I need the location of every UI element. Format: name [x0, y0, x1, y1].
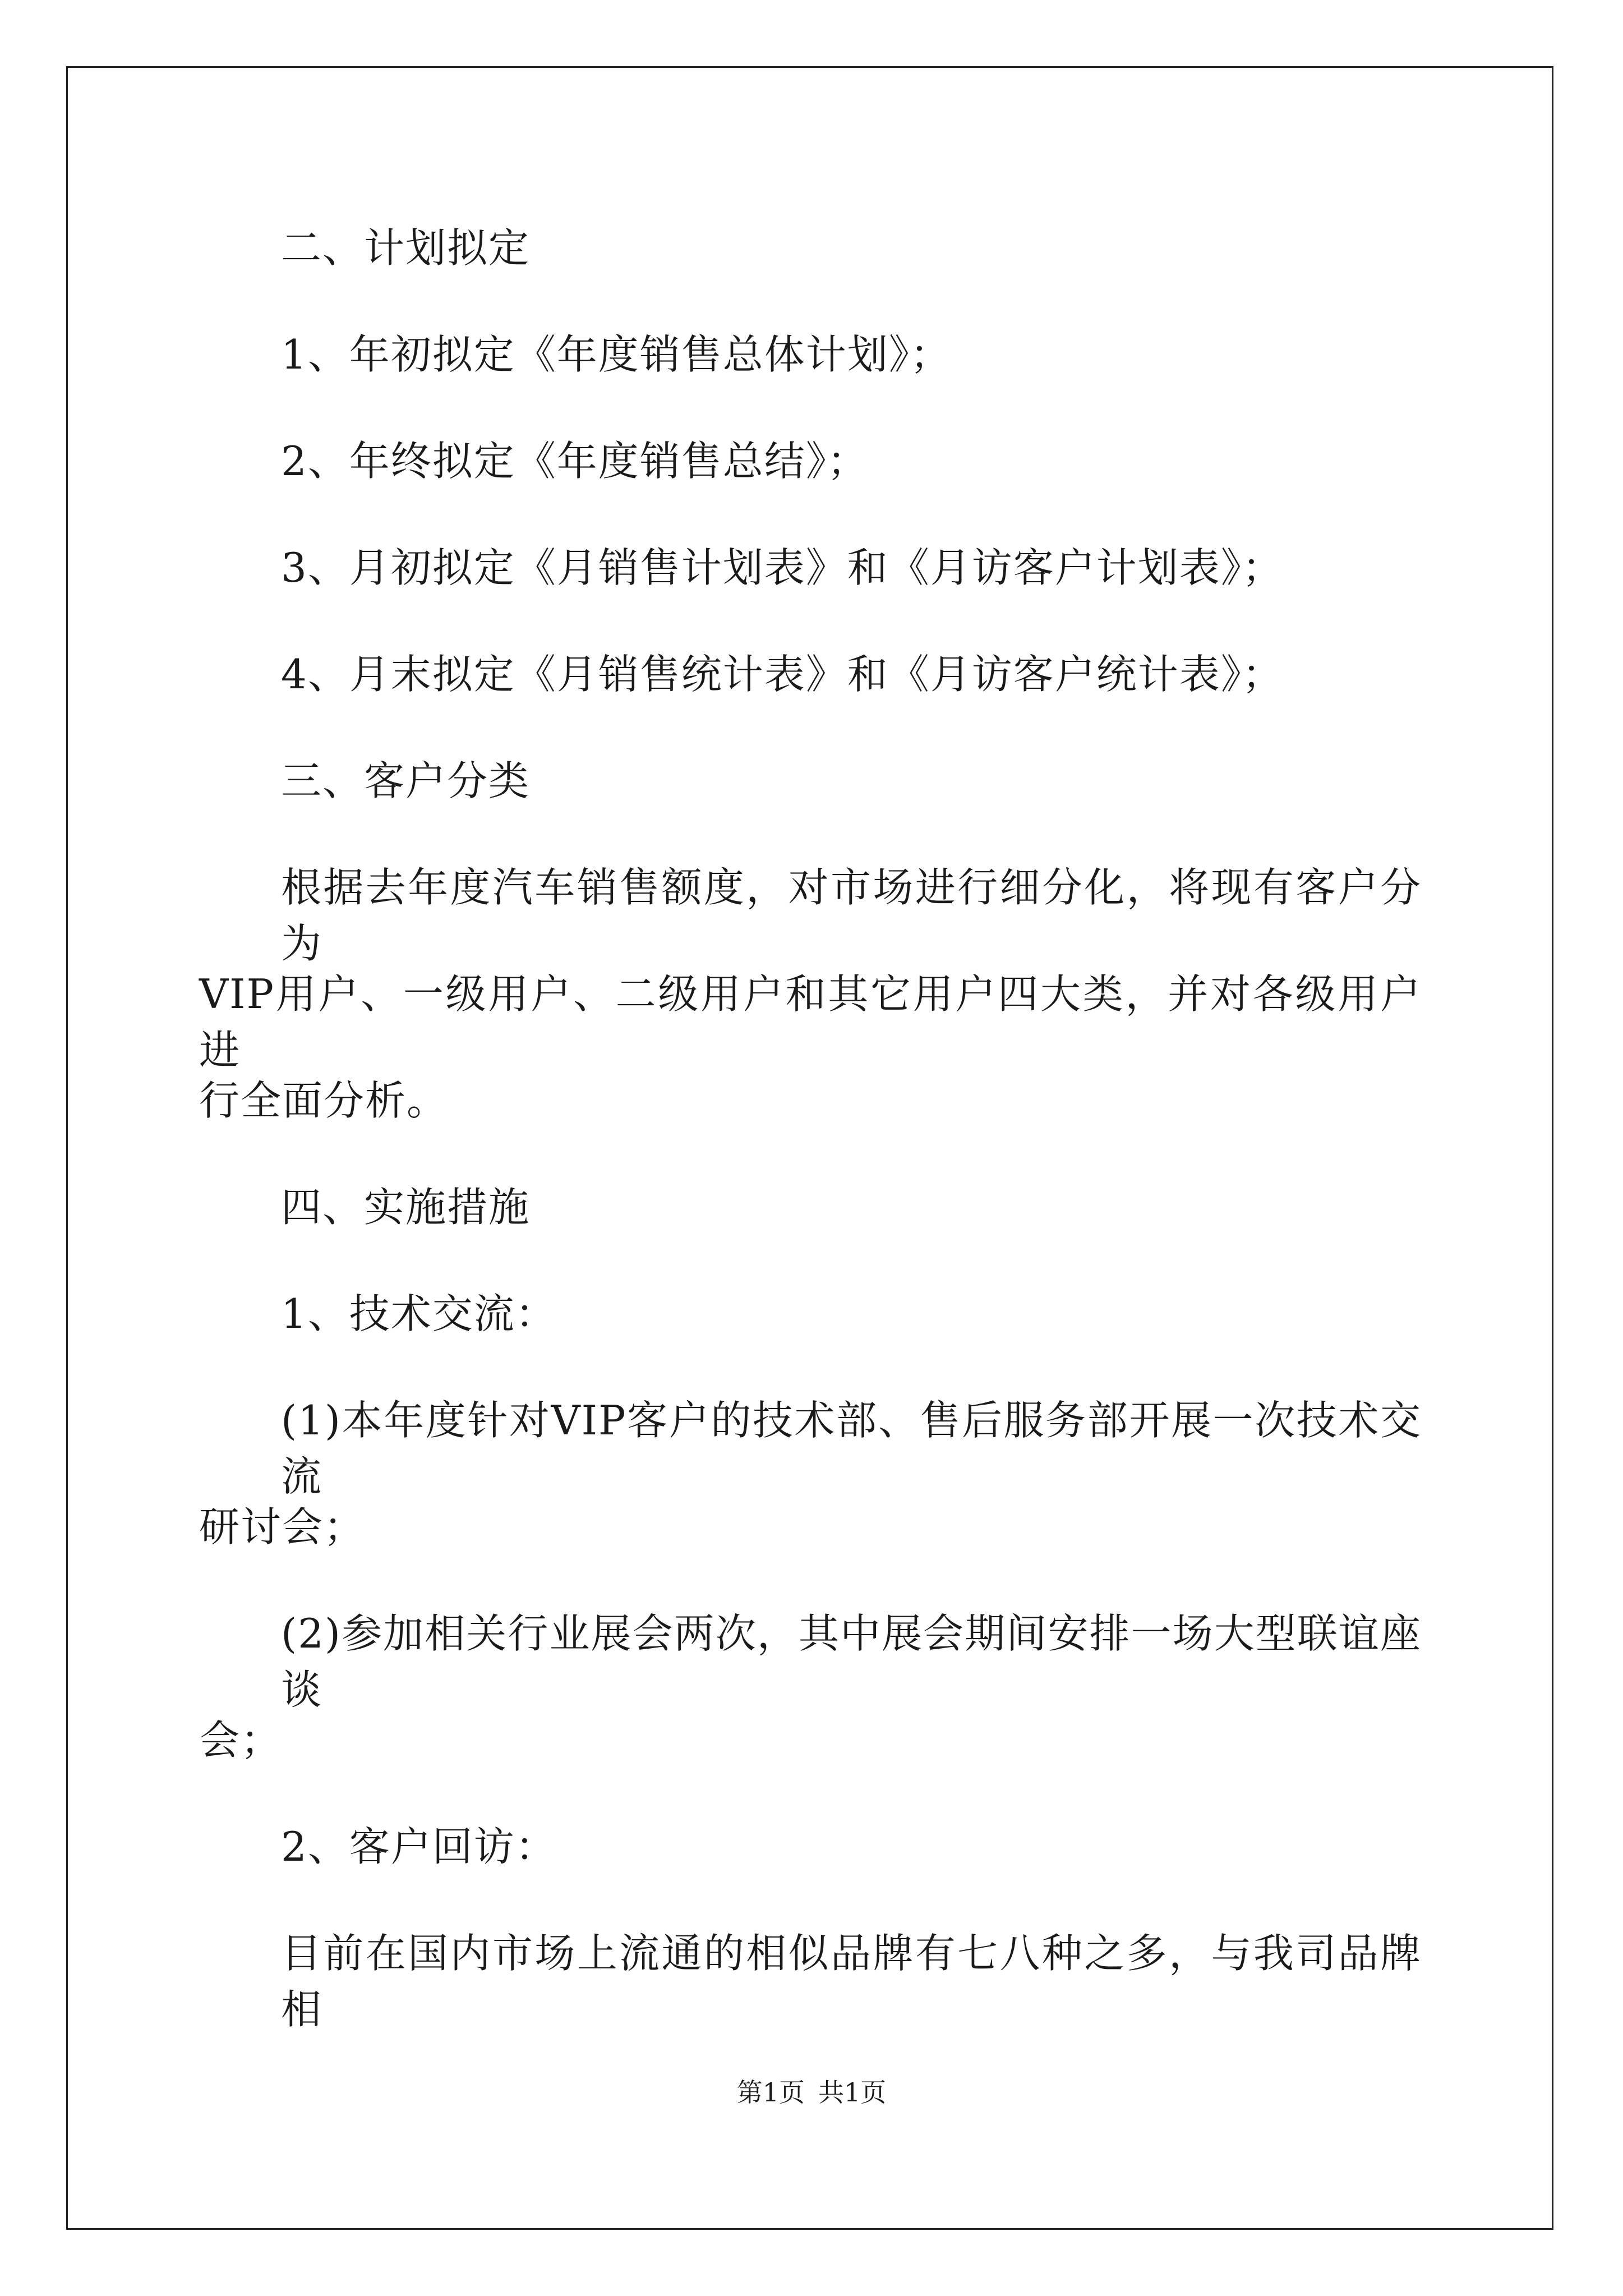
paragraph: 1、技术交流： — [281, 1290, 557, 1337]
page-border — [66, 66, 1553, 2230]
page-footer — [0, 2076, 1623, 2109]
paragraph: 2、年终拟定《年度销售总结》； — [281, 438, 869, 485]
paragraph: 2、客户回访： — [281, 1823, 557, 1870]
paragraph: 行全面分析。 — [199, 1077, 449, 1124]
paragraph: 会； — [199, 1717, 283, 1764]
paragraph: 目前在国内市场上流通的相似品牌有七八种之多，与我司品牌相 — [281, 1930, 1422, 2033]
paragraph: 1、年初拟定《年度销售总体计划》； — [281, 331, 952, 378]
paragraph: 3、月初拟定《月销售计划表》和《月访客户计划表》； — [281, 544, 1284, 591]
heading-customer-classification: 三、客户分类 — [281, 757, 531, 804]
heading-plan: 二、计划拟定 — [281, 224, 531, 272]
paragraph: 4、月末拟定《月销售统计表》和《月访客户统计表》； — [281, 651, 1284, 698]
heading-implementation: 四、实施措施 — [281, 1184, 531, 1231]
page-number-total: 共1页 — [818, 2077, 887, 2108]
paragraph: 根据去年度汽车销售额度，对市场进行细分化，将现有客户分为 — [281, 864, 1422, 967]
paragraph: 研讨会； — [199, 1503, 366, 1550]
paragraph: (1)本年度针对VIP客户的技术部、售后服务部开展一次技术交流 — [281, 1397, 1422, 1500]
page-number-current: 第1页 — [736, 2077, 805, 2108]
paragraph: (2)参加相关行业展会两次，其中展会期间安排一场大型联谊座谈 — [281, 1610, 1422, 1713]
paragraph: VIP用户、一级用户、二级用户和其它用户四大类，并对各级用户进 — [199, 970, 1422, 1074]
